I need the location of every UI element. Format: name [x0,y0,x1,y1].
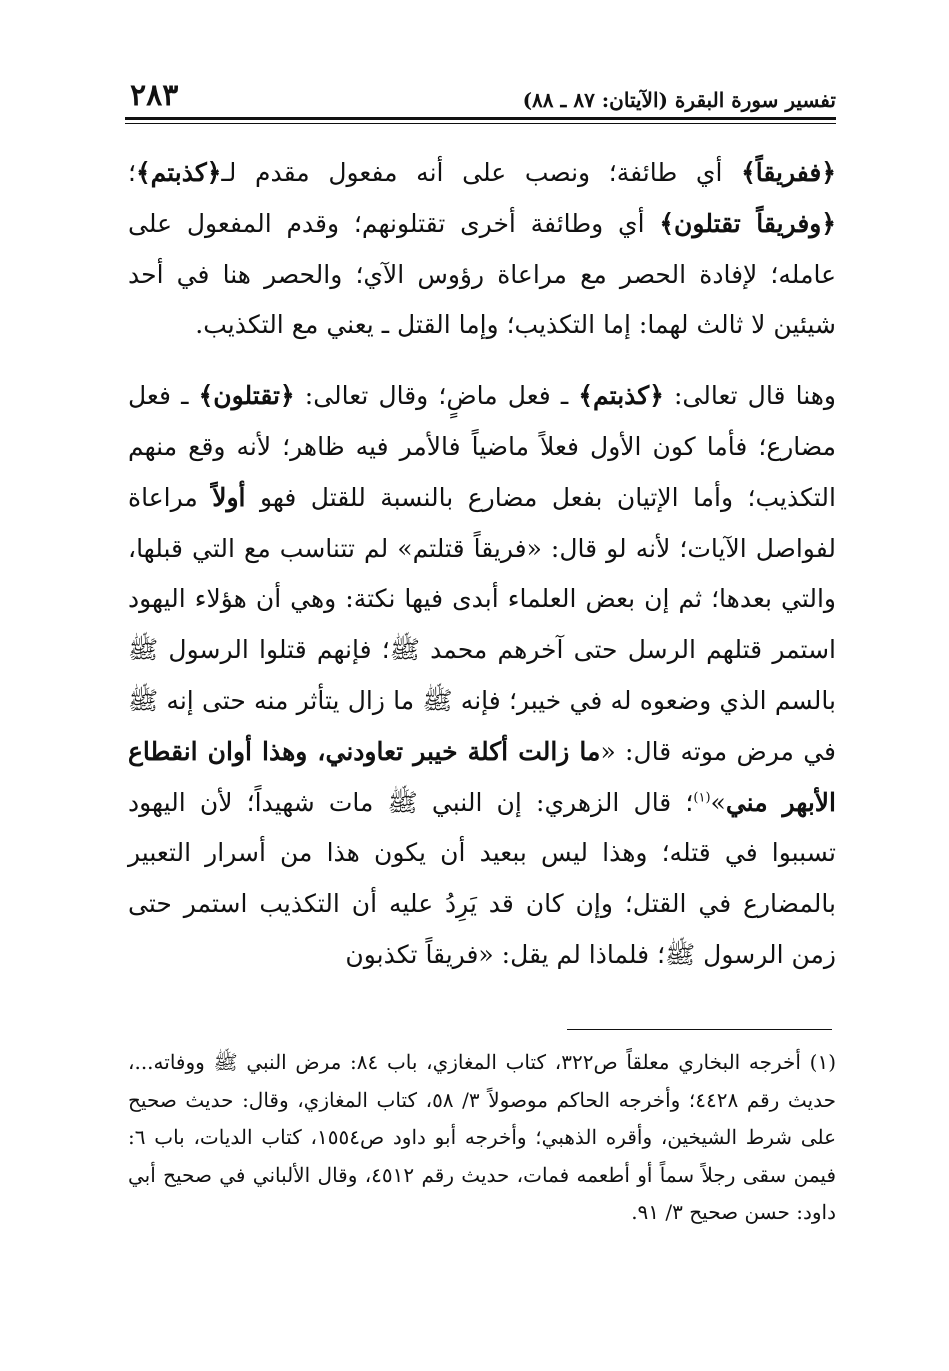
text-run: مراعاة لفواصل الآيات؛ لأنه لو قال: «فريقاً قتلتم» لم تتناسب مع التي قبلها، والتي بعدها؛ ثم إن بعض العلماء أبدى فيها نكتة: وهي أن هؤلاء اليهود استمر قتلهم الرسل حتى آخرهم محمد ﷺ؛ فإنهم قتلوا الرسول ﷺ بالسم الذي وضعوه له في خيبر؛ فإنه ﷺ ما زال يتأثر منه حتى إنه ﷺ في مرض موته قال: « [128,482,836,766]
quran-verse: ﴿كذبتم﴾ [135,158,222,187]
body-text [128,148,836,981]
text-run: ؛ قال الزهري: إن النبي ﷺ مات شهيداً؛ لأن اليهود تسببوا في قتله؛ وهذا ليس ببعيد أن يكون هذا من أسرار التعبير بالمضارع في القتل؛ وإن كان قد يَرِدُ عليه أن التكذيب استمر حتى زمن الرسول ﷺ؛ فلماذا لم يقل: «فريقاً تكذبون [128,787,836,969]
quran-verse: ﴿كذبتم﴾ [578,381,664,411]
quran-verse: ﴿تقتلون﴾ [198,381,295,411]
hadith-quote: ما زالت أكلة خيبر تعاودني، وهذا أوان انقطاع الأبهر مني [128,736,836,817]
text-run: أي طائفة؛ ونصب على أنه مفعول مقدم لـ [221,158,742,187]
quran-verse: ﴿وفريقاً تقتلون﴾ [659,208,836,238]
page-header [128,78,836,118]
text-run: ـ فعل مضارع؛ فأما كون الأول فعلاً ماضياً فالأمر فيه ظاهر؛ لأنه وقع منهم التكذيب؛ وأما الإتيان بفعل مضارع بالنسبة للقتل فهو [128,381,836,512]
paragraph-1 [128,148,836,351]
running-title: تفسير سورة البقرة (الآيتان: ٨٧ ـ ٨٨) [522,88,836,112]
emphasis-text: أولاً [212,482,246,512]
header-rule [125,117,836,120]
text-run: ؛ [128,158,136,187]
text-run: » [710,787,726,817]
footnote-marker: (١) [693,790,711,806]
text-run: وهنا قال تعالى: [663,381,836,411]
text-run: ـ فعل ماضٍ؛ وقال تعالى: [294,381,579,411]
quran-verse: ﴿ففريقاً﴾ [741,158,836,187]
footnote-rule [567,1029,832,1030]
text-run: أي وطائفة أخرى تقتلونهم؛ وقدم المفعول على عامله؛ لإفادة الحصر مع مراعاة رؤوس الآي؛ والحصر هنا في أحد شيئين لا ثالث لهما: إما التكذيب؛ وإما القتل ـ يعني مع التكذيب. [128,208,836,340]
header-rule-thin [125,123,836,124]
footnote-1: (١) أخرجه البخاري معلقاً ص٣٢٢، كتاب المغازي، باب ٨٤: مرض النبي ﷺ ووفاته...، حديث رقم ٤٤٢٨؛ وأخرجه الحاكم موصولاً ٣/ ٥٨، كتاب المغازي، وقال: حديث صحيح على شرط الشيخين، وأقره الذهبي؛ وأخرجه أبو داود ص١٥٥٤، كتاب الديات، باب ٦: فيمن سقى رجلاً سماً أو أطعمه فمات، حديث رقم ٤٥١٢، وقال الألباني في صحيح أبي داود: حسن صحيح ٣/ ٩١. [128,1050,837,1224]
paragraph-2 [128,371,836,981]
page-number: ٢٨٣ [130,78,179,113]
footnotes [128,1044,836,1232]
